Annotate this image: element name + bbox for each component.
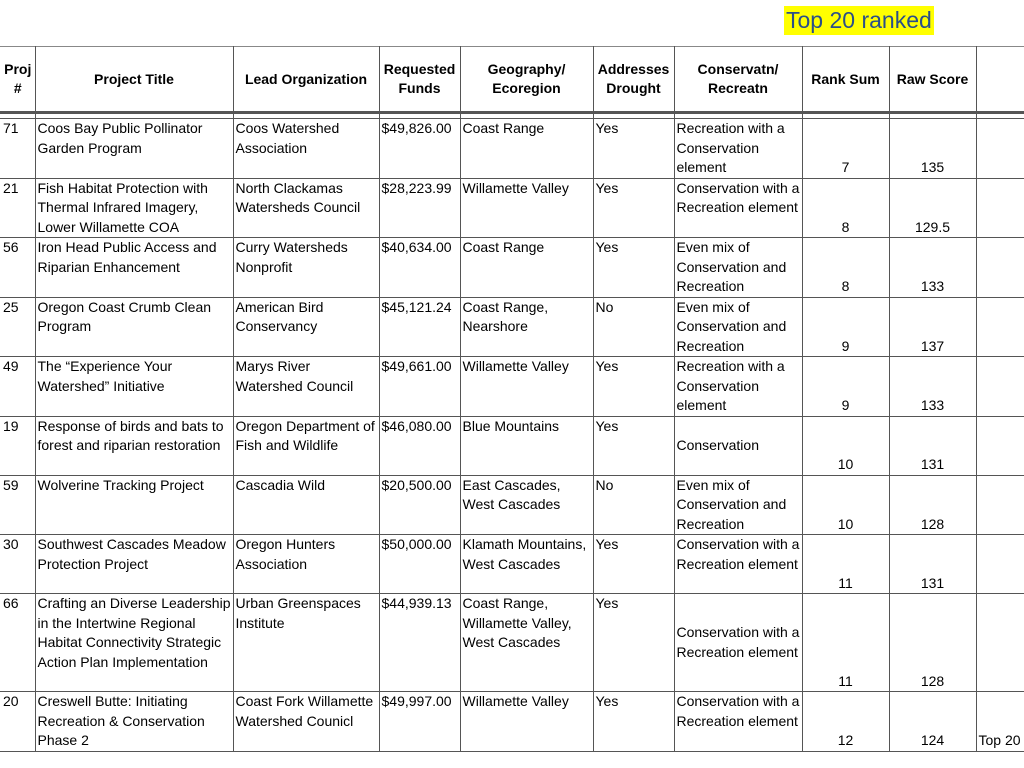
cell-requested-funds[interactable]: $45,121.24 — [379, 297, 460, 357]
cell-conservation-recreation[interactable]: Conservation with a Recreation element — [674, 535, 802, 594]
cell-addresses-drought[interactable]: Yes — [593, 357, 674, 417]
cell-proj[interactable]: 66 — [0, 594, 35, 692]
cell-requested-funds[interactable]: $40,634.00 — [379, 238, 460, 298]
cell-raw-score[interactable]: 124 — [889, 692, 976, 752]
cell-rank-sum[interactable]: 9 — [802, 297, 889, 357]
top-20-ranked-label: Top 20 ranked — [786, 7, 932, 33]
cell-requested-funds[interactable]: $50,000.00 — [379, 535, 460, 594]
header-proj[interactable]: Proj # — [0, 47, 35, 113]
table-row — [0, 357, 1024, 417]
cell-project-title[interactable]: Coos Bay Public Pollinator Garden Program — [35, 119, 233, 179]
cell-addresses-drought[interactable]: Yes — [593, 535, 674, 594]
cell-rank-sum[interactable]: 11 — [802, 535, 889, 594]
projects-table — [0, 46, 1024, 752]
cell-conservation-recreation[interactable]: Conservation with a Recreation element — [674, 692, 802, 752]
table-row — [0, 119, 1024, 179]
cell-geography[interactable]: Willamette Valley — [460, 178, 593, 238]
header-extra[interactable] — [976, 47, 1024, 113]
cell-conservation-recreation[interactable]: Conservation — [674, 416, 802, 475]
table-row — [0, 238, 1024, 298]
table-row — [0, 416, 1024, 475]
cell-proj[interactable]: 30 — [0, 535, 35, 594]
cell-rank-sum[interactable]: 9 — [802, 357, 889, 417]
cell-requested-funds[interactable]: $49,661.00 — [379, 357, 460, 417]
cell-conservation-recreation[interactable]: Conservation with a Recreation element — [674, 594, 802, 692]
cell-proj[interactable]: 19 — [0, 416, 35, 475]
cell-project-title[interactable]: Fish Habitat Protection with Thermal Infrared Imagery, Lower Willamette COA — [35, 178, 233, 238]
cell-raw-score[interactable]: 135 — [889, 119, 976, 179]
cell-rank-sum[interactable]: 8 — [802, 238, 889, 298]
cell-requested-funds[interactable]: $49,826.00 — [379, 119, 460, 179]
header-conservation-recreation[interactable]: Conservatn/ Recreatn — [674, 47, 802, 113]
cell-proj[interactable]: 56 — [0, 238, 35, 298]
cell-conservation-recreation[interactable]: Even mix of Conservation and Recreation — [674, 475, 802, 535]
cell-lead-organization[interactable]: American Bird Conservancy — [233, 297, 379, 357]
cell-rank-sum[interactable]: 11 — [802, 594, 889, 692]
cell-raw-score[interactable]: 131 — [889, 416, 976, 475]
cell-lead-organization[interactable]: Marys River Watershed Council — [233, 357, 379, 417]
cell-addresses-drought[interactable]: Yes — [593, 594, 674, 692]
cell-extra[interactable] — [976, 119, 1024, 179]
cell-geography[interactable]: Klamath Mountains, West Cascades — [460, 535, 593, 594]
cell-requested-funds[interactable]: $28,223.99 — [379, 178, 460, 238]
cell-project-title[interactable]: The “Experience Your Watershed” Initiative — [35, 357, 233, 417]
cell-conservation-recreation[interactable]: Even mix of Conservation and Recreation — [674, 238, 802, 298]
cell-extra[interactable] — [976, 178, 1024, 238]
header-project-title[interactable]: Project Title — [35, 47, 233, 113]
cell-project-title[interactable]: Southwest Cascades Meadow Protection Project — [35, 535, 233, 594]
cell-addresses-drought[interactable]: Yes — [593, 692, 674, 752]
cell-addresses-drought[interactable]: No — [593, 475, 674, 535]
header-raw-score[interactable]: Raw Score — [889, 47, 976, 113]
cell-proj[interactable]: 25 — [0, 297, 35, 357]
cell-rank-sum[interactable]: 8 — [802, 178, 889, 238]
cell-raw-score[interactable]: 131 — [889, 535, 976, 594]
cell-conservation-recreation[interactable]: Even mix of Conservation and Recreation — [674, 297, 802, 357]
cell-addresses-drought[interactable]: Yes — [593, 119, 674, 179]
cell-raw-score[interactable]: 133 — [889, 238, 976, 298]
cell-rank-sum[interactable]: 10 — [802, 475, 889, 535]
cell-extra[interactable] — [976, 416, 1024, 475]
cell-raw-score[interactable]: 133 — [889, 357, 976, 417]
cell-addresses-drought[interactable]: Yes — [593, 178, 674, 238]
cell-geography[interactable]: Coast Range, Nearshore — [460, 297, 593, 357]
cell-requested-funds[interactable]: $44,939.13 — [379, 594, 460, 692]
cell-conservation-recreation[interactable]: Conservation with a Recreation element — [674, 178, 802, 238]
cell-raw-score[interactable]: 128 — [889, 594, 976, 692]
cell-rank-sum[interactable]: 10 — [802, 416, 889, 475]
cell-proj[interactable]: 20 — [0, 692, 35, 752]
cell-proj[interactable]: 59 — [0, 475, 35, 535]
cell-addresses-drought[interactable]: Yes — [593, 238, 674, 298]
table-row — [0, 692, 1024, 752]
cell-lead-organization[interactable]: Coast Fork Willamette Watershed Counicl — [233, 692, 379, 752]
cell-lead-organization[interactable]: Oregon Department of Fish and Wildlife — [233, 416, 379, 475]
table-row — [0, 535, 1024, 594]
header-row — [0, 47, 1024, 113]
cell-project-title[interactable]: Iron Head Public Access and Riparian Enhancement — [35, 238, 233, 298]
table-row — [0, 594, 1024, 692]
table-body — [0, 113, 1024, 752]
cell-geography[interactable]: Blue Mountains — [460, 416, 593, 475]
cell-raw-score[interactable]: 128 — [889, 475, 976, 535]
cell-conservation-recreation[interactable]: Recreation with a Conservation element — [674, 119, 802, 179]
cell-lead-organization[interactable]: Cascadia Wild — [233, 475, 379, 535]
cell-lead-organization[interactable]: Oregon Hunters Association — [233, 535, 379, 594]
cell-extra[interactable] — [976, 297, 1024, 357]
cell-geography[interactable]: East Cascades, West Cascades — [460, 475, 593, 535]
cell-requested-funds[interactable]: $49,997.00 — [379, 692, 460, 752]
cell-project-title[interactable]: Wolverine Tracking Project — [35, 475, 233, 535]
cell-rank-sum[interactable]: 12 — [802, 692, 889, 752]
cell-lead-organization[interactable]: Curry Watersheds Nonprofit — [233, 238, 379, 298]
cell-lead-organization[interactable]: Urban Greenspaces Institute — [233, 594, 379, 692]
cell-geography[interactable]: Coast Range — [460, 238, 593, 298]
table-row — [0, 475, 1024, 535]
cell-raw-score[interactable]: 137 — [889, 297, 976, 357]
table-row — [0, 297, 1024, 357]
cell-raw-score[interactable]: 129.5 — [889, 178, 976, 238]
cell-lead-organization[interactable]: Coos Watershed Association — [233, 119, 379, 179]
cell-geography[interactable]: Willamette Valley — [460, 357, 593, 417]
cell-addresses-drought[interactable]: Yes — [593, 416, 674, 475]
cell-requested-funds[interactable]: $46,080.00 — [379, 416, 460, 475]
cell-conservation-recreation[interactable]: Recreation with a Conservation element — [674, 357, 802, 417]
cell-proj[interactable]: 71 — [0, 119, 35, 179]
header-lead-organization[interactable]: Lead Organization — [233, 47, 379, 113]
cell-extra[interactable] — [976, 594, 1024, 692]
cell-lead-organization[interactable]: North Clackamas Watersheds Council — [233, 178, 379, 238]
cell-extra[interactable] — [976, 475, 1024, 535]
cell-geography[interactable]: Willamette Valley — [460, 692, 593, 752]
cell-project-title[interactable]: Response of birds and bats to forest and riparian restoration — [35, 416, 233, 475]
cell-extra[interactable] — [976, 535, 1024, 594]
header-addresses-drought[interactable]: Addresses Drought — [593, 47, 674, 113]
cell-project-title[interactable]: Crafting an Diverse Leadership in the Intertwine Regional Habitat Connectivity Strategic Action Plan Implementation — [35, 594, 233, 692]
header-rank-sum[interactable]: Rank Sum — [802, 47, 889, 113]
cell-extra[interactable] — [976, 238, 1024, 298]
cell-geography[interactable]: Coast Range, Willamette Valley, West Cascades — [460, 594, 593, 692]
cell-project-title[interactable]: Creswell Butte: Initiating Recreation & Conservation Phase 2 — [35, 692, 233, 752]
cell-geography[interactable]: Coast Range — [460, 119, 593, 179]
cell-extra[interactable]: Top 20 — [976, 692, 1024, 752]
table-row — [0, 178, 1024, 238]
header-geography[interactable]: Geography/ Ecoregion — [460, 47, 593, 113]
cell-requested-funds[interactable]: $20,500.00 — [379, 475, 460, 535]
header-requested-funds[interactable]: Requested Funds — [379, 47, 460, 113]
cell-extra[interactable] — [976, 357, 1024, 417]
cell-proj[interactable]: 21 — [0, 178, 35, 238]
cell-proj[interactable]: 49 — [0, 357, 35, 417]
cell-addresses-drought[interactable]: No — [593, 297, 674, 357]
cell-rank-sum[interactable]: 7 — [802, 119, 889, 179]
cell-project-title[interactable]: Oregon Coast Crumb Clean Program — [35, 297, 233, 357]
